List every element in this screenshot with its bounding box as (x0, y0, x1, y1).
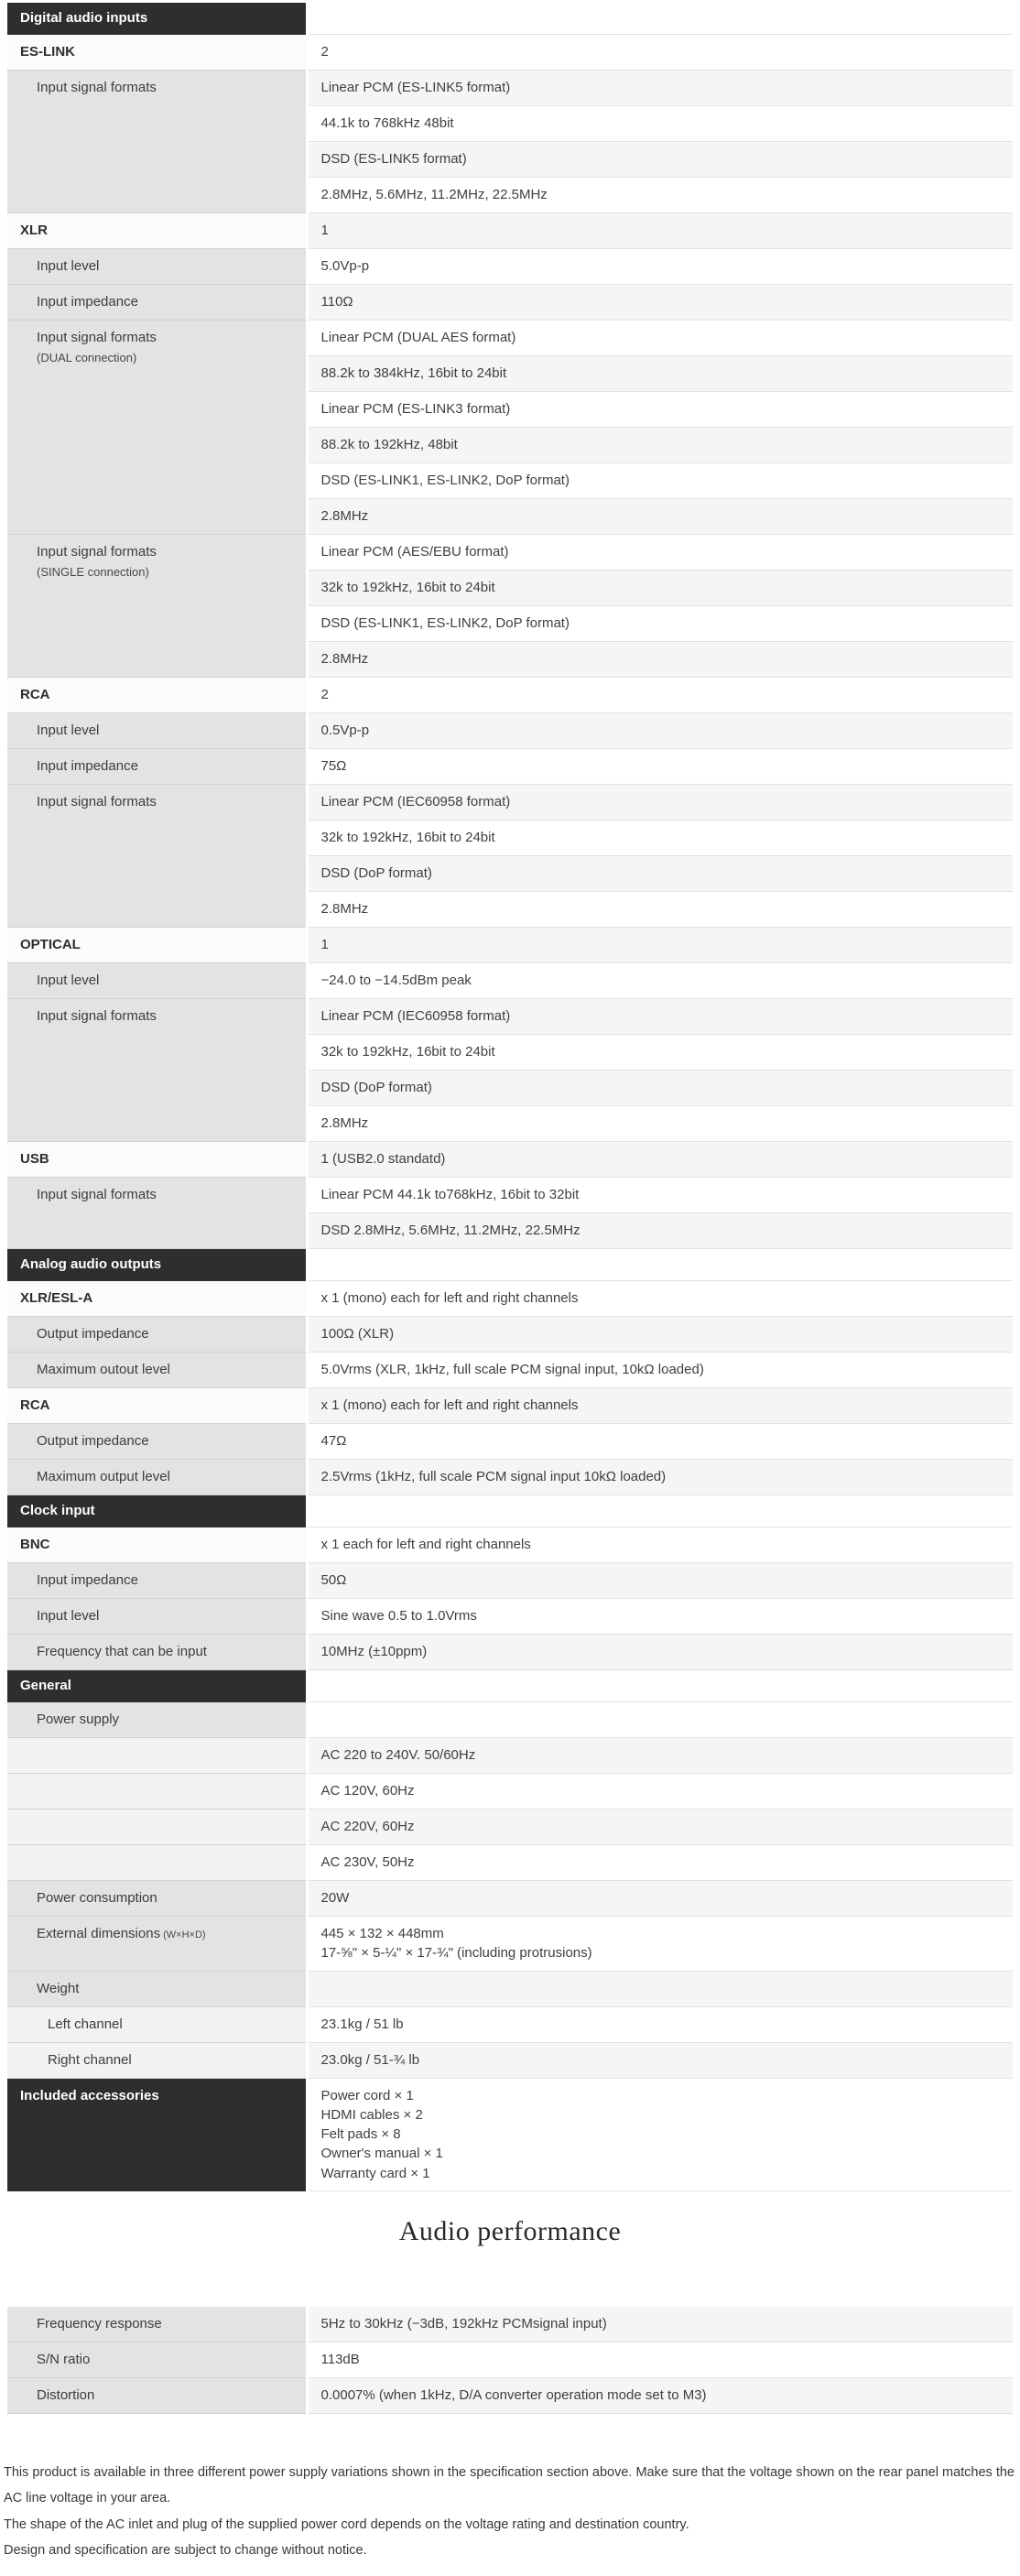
spec-row (7, 1702, 1013, 1738)
spec-value-cell: Sine wave 0.5 to 1.0Vrms (307, 1599, 1013, 1635)
spec-row (7, 321, 1013, 356)
spec-value-cell: 0.0007% (when 1kHz, D/A converter operation mode set to M3) (307, 2378, 1013, 2414)
spec-value-cell: 1 (USB2.0 standatd) (307, 1142, 1013, 1178)
spec-value-cell: 2.5Vrms (1kHz, full scale PCM signal input 10kΩ loaded) (307, 1460, 1013, 1495)
spec-value-cell: x 1 (mono) each for left and right channels (307, 1281, 1013, 1317)
spec-label-cell: Input impedance (7, 1563, 307, 1599)
spec-label-cell: Input signal formats (7, 785, 307, 928)
spec-value-cell: DSD (ES-LINK5 format) (307, 142, 1013, 178)
section-header-empty-cell (307, 1670, 1013, 1702)
spec-label-cell: Included accessories (7, 2078, 307, 2190)
spec-label-cell: BNC (7, 1527, 307, 1563)
spec-value-cell: AC 120V, 60Hz (307, 1774, 1013, 1810)
spec-value-cell: 32k to 192kHz, 16bit to 24bit (307, 571, 1013, 606)
spec-value-cell: 1 (307, 213, 1013, 249)
spec-label-cell: Input level (7, 713, 307, 749)
spec-row (7, 1317, 1013, 1353)
spec-row (7, 1460, 1013, 1495)
spec-row (7, 2307, 1013, 2342)
spec-row (7, 213, 1013, 249)
spec-label-cell: Weight (7, 1971, 307, 2006)
section-header-empty-cell (307, 1249, 1013, 1281)
spec-value-cell (307, 1971, 1013, 2006)
spec-label-cell: OPTICAL (7, 928, 307, 963)
spec-row (7, 71, 1013, 106)
label-inline-note: (W×H×D) (160, 1929, 206, 1940)
spec-value-cell: 75Ω (307, 749, 1013, 785)
spec-value-cell: 32k to 192kHz, 16bit to 24bit (307, 1035, 1013, 1071)
spec-value-cell: 10MHz (±10ppm) (307, 1635, 1013, 1670)
spec-row (7, 713, 1013, 749)
spec-label-cell: Input impedance (7, 285, 307, 321)
spec-row (7, 1563, 1013, 1599)
spec-value-cell: Linear PCM (AES/EBU format) (307, 535, 1013, 571)
spec-row (7, 35, 1013, 71)
spec-value-cell: DSD 2.8MHz, 5.6MHz, 11.2MHz, 22.5MHz (307, 1213, 1013, 1249)
spec-row (7, 1971, 1013, 2006)
spec-table-body (7, 3, 1013, 2191)
spec-row (7, 1388, 1013, 1424)
spec-label-cell: Power supply (7, 1702, 307, 1738)
spec-label-cell: Power consumption (7, 1881, 307, 1917)
spec-value-cell: 5.0Vp-p (307, 249, 1013, 285)
spec-label-cell: Input signal formats (SINGLE connection) (7, 535, 307, 678)
spec-label-cell: Maximum outout level (7, 1353, 307, 1388)
spec-row (7, 1424, 1013, 1460)
section-header-empty-cell (307, 3, 1013, 35)
spec-label-cell: Right channel (7, 2042, 307, 2078)
label-note: (DUAL connection) (37, 351, 137, 364)
spec-row (7, 1738, 1013, 1774)
label-note: (SINGLE connection) (37, 565, 149, 579)
spec-value-cell: 50Ω (307, 1563, 1013, 1599)
spec-label-cell: Input impedance (7, 749, 307, 785)
spec-label-cell: Input level (7, 1599, 307, 1635)
spec-value-cell: 445 × 132 × 448mm 17-⅝" × 5-¼" × 17-¾" (including protrusions) (307, 1917, 1013, 1972)
spec-label-cell: Input signal formats (DUAL connection) (7, 321, 307, 535)
spec-label-cell: S/N ratio (7, 2342, 307, 2378)
spec-row (7, 785, 1013, 821)
section-header-row (7, 1495, 1013, 1527)
section-header-empty-cell (307, 1495, 1013, 1527)
spec-value-cell: 2.8MHz (307, 892, 1013, 928)
spec-label-cell (7, 1738, 307, 1774)
spec-label-cell: Input signal formats (7, 71, 307, 213)
spec-row (7, 2078, 1013, 2190)
spec-label-cell: Input signal formats (7, 1178, 307, 1249)
audio-performance-title: Audio performance (398, 2216, 622, 2247)
spec-value-cell: 47Ω (307, 1424, 1013, 1460)
spec-value-cell: 100Ω (XLR) (307, 1317, 1013, 1353)
spec-value-cell: Linear PCM (IEC60958 format) (307, 785, 1013, 821)
spec-row (7, 285, 1013, 321)
spec-label-cell: Input signal formats (7, 999, 307, 1142)
spec-value-cell: 88.2k to 192kHz, 48bit (307, 428, 1013, 463)
spec-row (7, 2006, 1013, 2042)
spec-label-cell: ES-LINK (7, 35, 307, 71)
spec-value-cell: 2.8MHz (307, 642, 1013, 678)
spec-row (7, 1917, 1013, 1972)
spec-label-cell (7, 1774, 307, 1810)
spec-value-cell: DSD (ES-LINK1, ES-LINK2, DoP format) (307, 606, 1013, 642)
footer-notes (0, 2460, 1020, 2576)
section-header-row (7, 3, 1013, 35)
spec-row (7, 749, 1013, 785)
spec-row (7, 2342, 1013, 2378)
spec-value-cell: Linear PCM (DUAL AES format) (307, 321, 1013, 356)
spec-row (7, 1774, 1013, 1810)
section-header-cell: Clock input (7, 1495, 307, 1527)
spec-row (7, 1881, 1013, 1917)
spec-row (7, 249, 1013, 285)
spec-value-cell: Linear PCM (ES-LINK3 format) (307, 392, 1013, 428)
spec-value-cell: Power cord × 1 HDMI cables × 2 Felt pads × 8 Owner's manual × 1 Warranty card × 1 (307, 2078, 1013, 2190)
spec-row (7, 999, 1013, 1035)
spec-value-cell: 23.1kg / 51 lb (307, 2006, 1013, 2042)
spec-row (7, 1353, 1013, 1388)
footer-note-design: Design and specification are subject to change without notice. (4, 2542, 367, 2558)
footer-note-power-supply: This product is available in three different power supply variations shown in the specification section above. Make sure that the voltage shown on the rear panel matches the AC line voltage in your area. (4, 2465, 1015, 2506)
spec-value-cell (307, 1702, 1013, 1738)
spec-label-cell: RCA (7, 1388, 307, 1424)
audio-performance-table-body (7, 2307, 1013, 2414)
spec-row (7, 1142, 1013, 1178)
spec-value-cell: 5.0Vrms (XLR, 1kHz, full scale PCM signal input, 10kΩ loaded) (307, 1353, 1013, 1388)
spec-value-cell: x 1 (mono) each for left and right channels (307, 1388, 1013, 1424)
audio-performance-table-wrap (0, 2304, 1020, 2414)
spec-value-cell: 2 (307, 35, 1013, 71)
spec-value-cell: AC 230V, 50Hz (307, 1845, 1013, 1881)
spec-row (7, 963, 1013, 999)
spec-row (7, 928, 1013, 963)
spec-value-cell: 2 (307, 678, 1013, 713)
section-header-cell: Digital audio inputs (7, 3, 307, 35)
spec-row (7, 1178, 1013, 1213)
section-header-row (7, 1249, 1013, 1281)
spec-value-cell: 2.8MHz, 5.6MHz, 11.2MHz, 22.5MHz (307, 178, 1013, 213)
spec-row (7, 1635, 1013, 1670)
spec-value-cell: Linear PCM (IEC60958 format) (307, 999, 1013, 1035)
spec-label-cell: Output impedance (7, 1317, 307, 1353)
spec-value-cell: 1 (307, 928, 1013, 963)
section-header-cell: Analog audio outputs (7, 1249, 307, 1281)
spec-value-cell: AC 220 to 240V. 50/60Hz (307, 1738, 1013, 1774)
spec-value-cell: x 1 each for left and right channels (307, 1527, 1013, 1563)
spec-row (7, 2378, 1013, 2414)
spec-value-cell: 0.5Vp-p (307, 713, 1013, 749)
spec-row (7, 1599, 1013, 1635)
spec-label-cell: RCA (7, 678, 307, 713)
spec-label-cell: Frequency response (7, 2307, 307, 2342)
spec-label-cell: Input level (7, 249, 307, 285)
spec-value-cell: Linear PCM (ES-LINK5 format) (307, 71, 1013, 106)
spec-value-cell: AC 220V, 60Hz (307, 1810, 1013, 1845)
spec-row (7, 1527, 1013, 1563)
section-header-row (7, 1670, 1013, 1702)
spec-value-cell: Linear PCM 44.1k to768kHz, 16bit to 32bit (307, 1178, 1013, 1213)
spec-row (7, 1281, 1013, 1317)
spec-value-cell: −24.0 to −14.5dBm peak (307, 963, 1013, 999)
spec-label-cell: XLR/ESL-A (7, 1281, 307, 1317)
audio-performance-table (7, 2307, 1013, 2414)
spec-value-cell: 2.8MHz (307, 499, 1013, 535)
digital-spec-table (7, 3, 1013, 2191)
spec-row (7, 1845, 1013, 1881)
spec-row (7, 1810, 1013, 1845)
spec-label-cell: Left channel (7, 2006, 307, 2042)
spec-value-cell: 110Ω (307, 285, 1013, 321)
spec-row (7, 535, 1013, 571)
spec-label-cell: External dimensions (W×H×D) (7, 1917, 307, 1972)
spec-value-cell: DSD (DoP format) (307, 856, 1013, 892)
spec-value-cell: 23.0kg / 51-¾ lb (307, 2042, 1013, 2078)
spec-label-cell: Maximum output level (7, 1460, 307, 1495)
spec-value-cell: 44.1k to 768kHz 48bit (307, 106, 1013, 142)
spec-label-cell: Output impedance (7, 1424, 307, 1460)
spec-value-cell: 113dB (307, 2342, 1013, 2378)
spec-label-cell: USB (7, 1142, 307, 1178)
spec-label-cell: XLR (7, 213, 307, 249)
spec-value-cell: 32k to 192kHz, 16bit to 24bit (307, 821, 1013, 856)
spec-label-cell (7, 1810, 307, 1845)
spec-value-cell: DSD (ES-LINK1, ES-LINK2, DoP format) (307, 463, 1013, 499)
section-header-cell: General (7, 1670, 307, 1702)
spec-label-cell: Distortion (7, 2378, 307, 2414)
spec-row (7, 2042, 1013, 2078)
spec-label-cell (7, 1845, 307, 1881)
footer-note-ac-inlet: The shape of the AC inlet and plug of the supplied power cord depends on the voltage rating and destination country. (4, 2516, 689, 2532)
spec-row (7, 678, 1013, 713)
spec-value-cell: 88.2k to 384kHz, 16bit to 24bit (307, 356, 1013, 392)
spec-label-cell: Frequency that can be input (7, 1635, 307, 1670)
spec-value-cell: 20W (307, 1881, 1013, 1917)
spec-value-cell: 2.8MHz (307, 1106, 1013, 1142)
spec-label-cell: Input level (7, 963, 307, 999)
spec-value-cell: 5Hz to 30kHz (−3dB, 192kHz PCMsignal input) (307, 2307, 1013, 2342)
spec-value-cell: DSD (DoP format) (307, 1071, 1013, 1106)
